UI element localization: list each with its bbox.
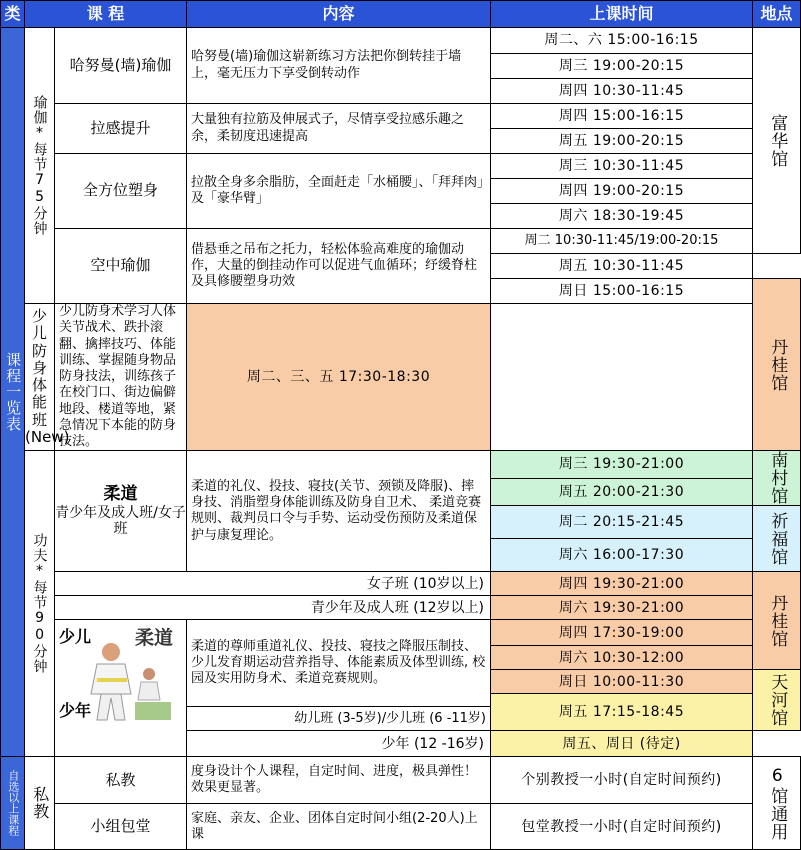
time-slot: 周四 10:30-11:45	[491, 79, 753, 104]
course-shape: 全方位塑身	[55, 154, 187, 229]
judo-title: 柔道	[103, 484, 138, 505]
time-slot: 周四 19:30-21:00	[491, 572, 753, 596]
header-location: 地点	[753, 1, 801, 28]
judo-logo-text: 柔道	[135, 627, 174, 650]
time-slot: 周四 17:30-19:00	[491, 620, 753, 646]
side-label: 课程一览表	[1, 28, 25, 757]
time-slot: 周三 10:30-11:45	[491, 154, 753, 179]
time-slot: 周三 19:00-20:15	[491, 54, 753, 79]
content-judo: 柔道的礼仪、投技、寝技(关节、颈锁及降服)、摔身技、消脂塑身体能训练及防身自卫术、 柔道竞赛规则、裁判员口令与手势、运动受伤预防及柔道保护与康复理论。	[187, 451, 491, 572]
course-stretch: 拉感提升	[55, 104, 187, 154]
location-dangui: 丹桂馆	[753, 572, 801, 670]
time-slot: 周六 19:30-21:00	[491, 596, 753, 620]
time-slot: 包堂教授一小时(自定时间预约)	[491, 804, 753, 850]
course-aerial: 空中瑜伽	[55, 229, 187, 304]
course-private: 私教	[55, 757, 187, 804]
header-course: 课 程	[25, 1, 187, 28]
time-slot: 周二 20:15-21:45	[491, 506, 753, 539]
time-slot: 周五 19:00-20:15	[491, 129, 753, 154]
content-kids-judo: 柔道的尊师重道礼仪、投技、寝技之降服压制技、少儿发育期运动营养指导、体能素质及体型训练, 校园及实用防身术、柔道竞赛规则。	[187, 620, 491, 707]
location-all: 6馆通用	[753, 757, 801, 850]
time-slot: 周六 18:30-19:45	[491, 204, 753, 229]
content-private: 度身设计个人课程，自定时间、进度，极具弹性！效果更显著。	[187, 757, 491, 804]
location-nancun: 南村馆	[753, 451, 801, 506]
content-stretch: 大量独有拉筋及伸展式子，尽情享受拉感乐趣之余，柔韧度迅速提高	[187, 104, 491, 154]
time-slot: 个别教授一小时(自定时间预约)	[491, 757, 753, 804]
time-slot: 周五、周日 (待定)	[491, 731, 753, 757]
location-dangui: 丹桂馆	[753, 279, 801, 451]
course-hanuman: 哈努曼(墙)瑜伽	[55, 28, 187, 104]
time-slot: 周六 16:00-17:30	[491, 539, 753, 572]
time-slot: 周五 20:00-21:30	[491, 478, 753, 506]
time-slot: 周日 10:00-11:30	[491, 670, 753, 694]
time-slot: 周六 10:30-12:00	[491, 646, 753, 670]
course-judo	[55, 451, 187, 572]
time-slot: 周二、三、五 17:30-18:30	[187, 304, 491, 451]
judo-youth-label: 青少年及成人班 (12岁以上)	[55, 596, 491, 620]
header-time: 上课时间	[491, 1, 753, 28]
teens-label: 少年	[59, 701, 92, 721]
content-kids-defense: 少儿防身术学习人体关节战术、跌扑滚翻、擒摔技巧、体能训练、掌握随身物品防身技法，训练孩子在校门口、街边偏僻地段、楼道等地，紧急情况下本能的防身技法。	[55, 304, 187, 451]
content-group: 家庭、亲友、企业、团体自定时间小组(2-20人)上课	[187, 804, 491, 850]
content-hanuman: 哈努曼(墙)瑜伽这崭新练习方法把你倒转挂于墙上，毫无压力下享受倒转动作	[187, 28, 491, 104]
content-shape: 拉散全身多余脂肪，全面赶走「水桶腰」、「拜拜肉」及「豪华臂」	[187, 154, 491, 229]
kids-judo-teen-label: 少年 (12 -16岁)	[187, 731, 491, 757]
time-slot: 周五 10:30-11:45	[491, 254, 753, 279]
course-kids-defense: 少儿防身体能班(New)	[25, 304, 55, 451]
judo-women-label: 女子班 (10岁以上)	[55, 572, 491, 596]
judo-subtitle: 青少年及成人班/女子班	[55, 504, 186, 538]
kids-label: 少儿	[59, 627, 92, 647]
time-slot: 周日 15:00-16:15	[491, 279, 753, 304]
kids-judo-young-label: 幼儿班 (3-5岁)/少儿班 (6 -11岁)	[187, 707, 491, 731]
time-slot: 周二、六 15:00-16:15	[491, 28, 753, 54]
location-qifu: 祈福馆	[753, 506, 801, 572]
kids-judo-image	[55, 620, 187, 757]
location-fuhua: 富华馆	[753, 28, 801, 254]
bottom-side-label: 自选以上课程	[1, 757, 25, 850]
kungfu-group-label: 功夫*每节90分钟	[25, 451, 55, 757]
time-slot: 周四 19:00-20:15	[491, 179, 753, 204]
course-group: 小组包堂	[55, 804, 187, 850]
header-category: 类	[1, 1, 25, 28]
time-slot: 周二 10:30-11:45/19:00-20:15	[491, 229, 753, 254]
time-slot: 周五 17:15-18:45	[491, 694, 753, 731]
yoga-group-label: 瑜伽*每节75分钟	[25, 28, 55, 304]
content-aerial: 借悬垂之吊布之托力，轻松体验高难度的瑜伽动作，大量的倒挂动作可以促进气血循环；纾缓脊柱及具修腰塑身功效	[187, 229, 491, 304]
judo-kids-photo	[83, 622, 175, 732]
time-slot: 周四 15:00-16:15	[491, 104, 753, 129]
header-content: 内容	[187, 1, 491, 28]
private-group-label: 私教	[25, 757, 55, 850]
location-tianhe: 天河馆	[753, 670, 801, 731]
time-slot: 周三 19:30-21:00	[491, 451, 753, 479]
